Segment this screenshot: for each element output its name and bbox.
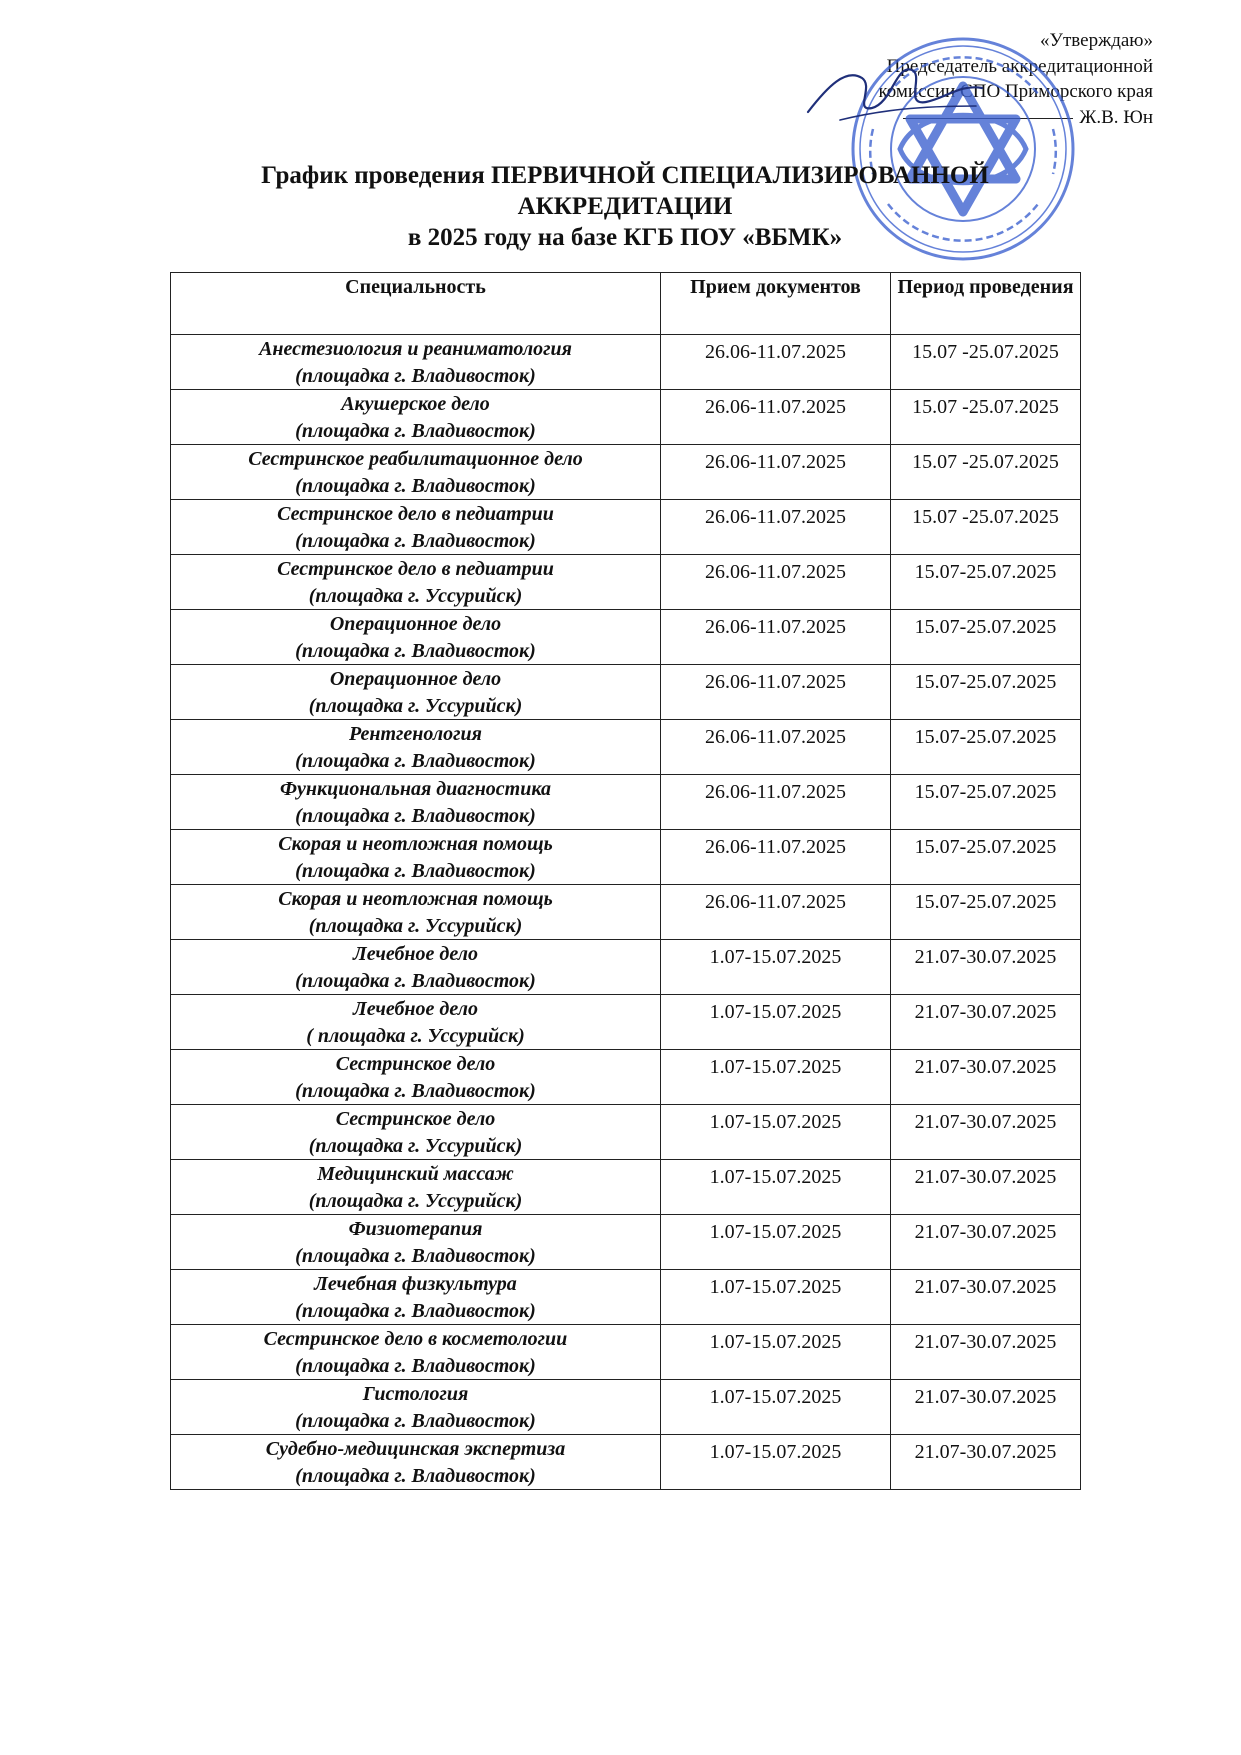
period-cell: 15.07 -25.07.2025 bbox=[891, 445, 1081, 500]
documents-cell: 26.06-11.07.2025 bbox=[661, 445, 891, 500]
specialty-name: Акушерское дело bbox=[341, 393, 490, 415]
documents-cell: 26.06-11.07.2025 bbox=[661, 775, 891, 830]
approval-heading: «Утверждаю» bbox=[1040, 30, 1153, 51]
specialty-site: (площадка г. Владивосток) bbox=[295, 419, 536, 442]
specialty-cell bbox=[171, 1105, 661, 1160]
table-row bbox=[171, 390, 1081, 445]
table-row bbox=[171, 1435, 1081, 1490]
period-cell: 15.07-25.07.2025 bbox=[891, 665, 1081, 720]
period-cell: 21.07-30.07.2025 bbox=[891, 1215, 1081, 1270]
specialty-cell bbox=[171, 1215, 661, 1270]
specialty-name: Сестринское дело в педиатрии bbox=[277, 558, 554, 580]
period-cell: 21.07-30.07.2025 bbox=[891, 1380, 1081, 1435]
specialty-name: Лечебное дело bbox=[353, 998, 478, 1020]
table-row bbox=[171, 1270, 1081, 1325]
specialty-site: ( площадка г. Уссурийск) bbox=[306, 1024, 525, 1047]
table-row bbox=[171, 1380, 1081, 1435]
specialty-cell bbox=[171, 940, 661, 995]
table-row bbox=[171, 775, 1081, 830]
table-row bbox=[171, 885, 1081, 940]
period-cell: 15.07-25.07.2025 bbox=[891, 830, 1081, 885]
specialty-site: (площадка г. Владивосток) bbox=[295, 1244, 536, 1267]
specialty-name: Лечебное дело bbox=[353, 943, 478, 965]
period-cell: 15.07-25.07.2025 bbox=[891, 885, 1081, 940]
table-row bbox=[171, 335, 1081, 390]
specialty-name: Рентгенология bbox=[349, 723, 482, 745]
specialty-name: Сестринское дело bbox=[335, 1108, 496, 1130]
specialty-name: Операционное дело bbox=[329, 613, 502, 635]
period-cell: 15.07 -25.07.2025 bbox=[891, 335, 1081, 390]
table-row bbox=[171, 1050, 1081, 1105]
period-cell: 15.07-25.07.2025 bbox=[891, 775, 1081, 830]
specialty-name: Анестезиология и реаниматология bbox=[259, 338, 572, 360]
specialty-name: Гистология bbox=[362, 1383, 469, 1405]
table-row bbox=[171, 445, 1081, 500]
approval-signatory-name: Ж.В. Юн bbox=[1079, 106, 1153, 128]
table-row bbox=[171, 1160, 1081, 1215]
specialty-name: Скорая и неотложная помощь bbox=[278, 888, 553, 910]
specialty-site: (площадка г. Уссурийск) bbox=[308, 584, 523, 607]
documents-cell: 26.06-11.07.2025 bbox=[661, 390, 891, 445]
specialty-name: Сестринское реабилитационное дело bbox=[248, 448, 583, 470]
specialty-name: Сестринское дело bbox=[335, 1053, 496, 1075]
specialty-cell bbox=[171, 390, 661, 445]
specialty-name: Функциональная диагностика bbox=[279, 778, 551, 800]
documents-cell: 26.06-11.07.2025 bbox=[661, 500, 891, 555]
specialty-cell bbox=[171, 1380, 661, 1435]
documents-cell: 1.07-15.07.2025 bbox=[661, 1380, 891, 1435]
approval-position-line-2: комиссии СПО Приморского края bbox=[878, 81, 1153, 102]
specialty-site: (площадка г. Владивосток) bbox=[295, 1079, 536, 1102]
specialty-name: Скорая и неотложная помощь bbox=[278, 833, 553, 855]
table-header-row bbox=[171, 273, 1081, 335]
specialty-site: (площадка г. Уссурийск) bbox=[308, 1134, 523, 1157]
schedule-body bbox=[171, 335, 1081, 1490]
specialty-site: (площадка г. Уссурийск) bbox=[308, 914, 523, 937]
specialty-site: (площадка г. Уссурийск) bbox=[308, 694, 523, 717]
specialty-cell bbox=[171, 1160, 661, 1215]
specialty-cell bbox=[171, 665, 661, 720]
specialty-cell bbox=[171, 445, 661, 500]
specialty-cell bbox=[171, 1325, 661, 1380]
specialty-cell bbox=[171, 610, 661, 665]
documents-cell: 1.07-15.07.2025 bbox=[661, 1050, 891, 1105]
specialty-name: Судебно-медицинская экспертиза bbox=[265, 1438, 566, 1460]
documents-cell: 1.07-15.07.2025 bbox=[661, 1215, 891, 1270]
period-cell: 21.07-30.07.2025 bbox=[891, 995, 1081, 1050]
header-period: Период проведения bbox=[891, 273, 1081, 335]
header-documents: Прием документов bbox=[661, 273, 891, 335]
documents-cell: 1.07-15.07.2025 bbox=[661, 1270, 891, 1325]
table-row bbox=[171, 995, 1081, 1050]
period-cell: 21.07-30.07.2025 bbox=[891, 1105, 1081, 1160]
title-line-2: АККРЕДИТАЦИИ bbox=[517, 193, 733, 220]
documents-cell: 26.06-11.07.2025 bbox=[661, 335, 891, 390]
documents-cell: 26.06-11.07.2025 bbox=[661, 610, 891, 665]
specialty-cell bbox=[171, 995, 661, 1050]
documents-cell: 1.07-15.07.2025 bbox=[661, 995, 891, 1050]
period-cell: 21.07-30.07.2025 bbox=[891, 1050, 1081, 1105]
specialty-site: (площадка г. Владивосток) bbox=[295, 529, 536, 552]
table-row bbox=[171, 1105, 1081, 1160]
specialty-site: (площадка г. Владивосток) bbox=[295, 749, 536, 772]
specialty-cell bbox=[171, 775, 661, 830]
specialty-site: (площадка г. Владивосток) bbox=[295, 1464, 536, 1487]
period-cell: 21.07-30.07.2025 bbox=[891, 1435, 1081, 1490]
approval-position-line-1: Председатель аккредитационной bbox=[886, 55, 1153, 77]
period-cell: 15.07-25.07.2025 bbox=[891, 555, 1081, 610]
period-cell: 21.07-30.07.2025 bbox=[891, 1270, 1081, 1325]
period-cell: 15.07 -25.07.2025 bbox=[891, 390, 1081, 445]
table-row bbox=[171, 1215, 1081, 1270]
period-cell: 15.07-25.07.2025 bbox=[891, 720, 1081, 775]
specialty-site: (площадка г. Владивосток) bbox=[295, 804, 536, 827]
specialty-cell bbox=[171, 830, 661, 885]
specialty-site: (площадка г. Владивосток) bbox=[295, 1409, 536, 1432]
table-row bbox=[171, 555, 1081, 610]
specialty-cell bbox=[171, 1270, 661, 1325]
period-cell: 21.07-30.07.2025 bbox=[891, 940, 1081, 995]
documents-cell: 1.07-15.07.2025 bbox=[661, 940, 891, 995]
specialty-cell bbox=[171, 1050, 661, 1105]
period-cell: 21.07-30.07.2025 bbox=[891, 1325, 1081, 1380]
specialty-site: (площадка г. Владивосток) bbox=[295, 859, 536, 882]
table-row bbox=[171, 665, 1081, 720]
period-cell: 15.07 -25.07.2025 bbox=[891, 500, 1081, 555]
header-specialty: Специальность bbox=[171, 273, 661, 335]
specialty-cell bbox=[171, 335, 661, 390]
table-row bbox=[171, 940, 1081, 995]
specialty-cell bbox=[171, 1435, 661, 1490]
specialty-site: (площадка г. Владивосток) bbox=[295, 639, 536, 662]
table-row bbox=[171, 1325, 1081, 1380]
specialty-name: Сестринское дело в косметологии bbox=[263, 1328, 568, 1350]
specialty-cell bbox=[171, 720, 661, 775]
documents-cell: 26.06-11.07.2025 bbox=[661, 830, 891, 885]
specialty-site: (площадка г. Владивосток) bbox=[295, 969, 536, 992]
specialty-site: (площадка г. Владивосток) bbox=[295, 474, 536, 497]
table-row bbox=[171, 610, 1081, 665]
documents-cell: 1.07-15.07.2025 bbox=[661, 1435, 891, 1490]
specialty-name: Физиотерапия bbox=[348, 1218, 483, 1240]
specialty-site: (площадка г. Владивосток) bbox=[295, 1299, 536, 1322]
table-row bbox=[171, 830, 1081, 885]
documents-cell: 26.06-11.07.2025 bbox=[661, 885, 891, 940]
specialty-site: (площадка г. Уссурийск) bbox=[308, 1189, 523, 1212]
table-row bbox=[171, 720, 1081, 775]
documents-cell: 26.06-11.07.2025 bbox=[661, 665, 891, 720]
period-cell: 21.07-30.07.2025 bbox=[891, 1160, 1081, 1215]
specialty-cell bbox=[171, 885, 661, 940]
period-cell: 15.07-25.07.2025 bbox=[891, 610, 1081, 665]
specialty-name: Сестринское дело в педиатрии bbox=[277, 503, 554, 525]
document-title bbox=[170, 160, 1080, 253]
title-line-3: в 2025 году на базе КГБ ПОУ «ВБМК» bbox=[407, 224, 843, 251]
specialty-name: Операционное дело bbox=[329, 668, 502, 690]
documents-cell: 26.06-11.07.2025 bbox=[661, 720, 891, 775]
specialty-name: Медицинский массаж bbox=[317, 1163, 514, 1185]
specialty-site: (площадка г. Владивосток) bbox=[295, 364, 536, 387]
specialty-site: (площадка г. Владивосток) bbox=[295, 1354, 536, 1377]
specialty-cell bbox=[171, 555, 661, 610]
documents-cell: 1.07-15.07.2025 bbox=[661, 1105, 891, 1160]
specialty-name: Лечебная физкультура bbox=[314, 1273, 517, 1295]
documents-cell: 26.06-11.07.2025 bbox=[661, 555, 891, 610]
signature-icon bbox=[800, 46, 990, 130]
table-row bbox=[171, 500, 1081, 555]
documents-cell: 1.07-15.07.2025 bbox=[661, 1160, 891, 1215]
schedule-table bbox=[170, 272, 1081, 1490]
title-line-1: График проведения ПЕРВИЧНОЙ СПЕЦИАЛИЗИРОВАННОЙ bbox=[261, 162, 989, 189]
documents-cell: 1.07-15.07.2025 bbox=[661, 1325, 891, 1380]
specialty-cell bbox=[171, 500, 661, 555]
